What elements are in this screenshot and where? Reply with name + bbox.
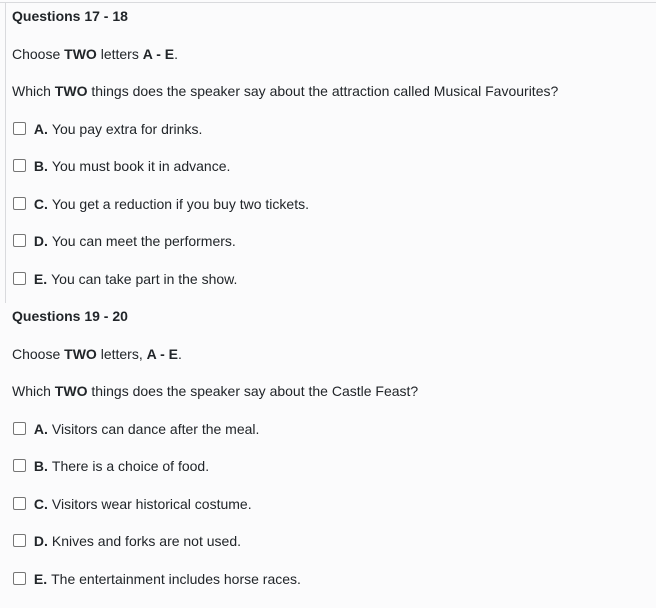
question-bold: TWO xyxy=(54,83,88,99)
option-checkbox-d[interactable] xyxy=(13,234,26,247)
option-row-b[interactable] xyxy=(12,156,646,177)
question-group-19-20 xyxy=(12,306,646,590)
option-text: Visitors wear historical costume. xyxy=(51,495,252,512)
question-text: Which xyxy=(12,383,55,399)
option-letter: A. xyxy=(33,420,48,437)
option-text: There is a choice of food. xyxy=(51,458,210,474)
question-text: Which xyxy=(12,83,55,99)
option-text: Knives and forks are not used. xyxy=(51,533,241,549)
instruction-text: letters, xyxy=(96,345,147,362)
option-letter: A. xyxy=(33,120,48,137)
option-checkbox-a[interactable] xyxy=(13,422,26,435)
group-heading: Questions 17 - 18 xyxy=(12,8,128,24)
questions-content xyxy=(6,3,656,606)
question-group-17-18 xyxy=(12,6,646,290)
option-text: You pay extra for drinks. xyxy=(51,120,203,137)
option-row-d[interactable] xyxy=(12,231,646,252)
option-letter: D. xyxy=(33,233,48,249)
option-row-a[interactable] xyxy=(12,419,646,440)
instruction-bold: A - E xyxy=(146,345,178,362)
option-row-e[interactable] xyxy=(12,269,646,290)
option-text: Visitors can dance after the meal. xyxy=(51,420,260,437)
option-text: You must book it in advance. xyxy=(51,158,231,174)
option-row-a[interactable] xyxy=(12,119,646,140)
instruction-bold: TWO xyxy=(64,345,97,362)
option-letter: B. xyxy=(33,158,48,174)
option-checkbox-d[interactable] xyxy=(13,534,26,547)
option-row-b[interactable] xyxy=(12,456,646,477)
option-checkbox-e[interactable] xyxy=(13,272,26,285)
option-checkbox-c[interactable] xyxy=(13,497,26,510)
option-letter: C. xyxy=(33,195,48,212)
instruction-bold: A - E xyxy=(142,45,175,62)
option-letter: B. xyxy=(33,458,48,474)
instruction-text: . xyxy=(177,345,182,362)
option-checkbox-a[interactable] xyxy=(13,122,26,135)
question-text: things does the speaker say about the Castle Feast? xyxy=(87,383,419,399)
instruction-text: . xyxy=(174,45,178,62)
question-bold: TWO xyxy=(54,383,88,399)
option-checkbox-b[interactable] xyxy=(13,159,26,172)
option-letter: D. xyxy=(33,533,48,549)
option-text: You can meet the performers. xyxy=(51,233,236,249)
group-instruction xyxy=(12,44,646,65)
option-row-c[interactable] xyxy=(12,494,646,515)
option-row-d[interactable] xyxy=(12,531,646,552)
instruction-bold: TWO xyxy=(64,45,97,62)
option-letter: E. xyxy=(33,570,48,587)
instruction-text: letters xyxy=(96,45,143,62)
group-heading: Questions 19 - 20 xyxy=(12,308,128,324)
option-row-e[interactable] xyxy=(12,569,646,590)
option-row-c[interactable] xyxy=(12,194,646,215)
option-checkbox-c[interactable] xyxy=(13,197,26,210)
option-text: The entertainment includes horse races. xyxy=(51,570,301,587)
option-text: You can take part in the show. xyxy=(51,270,238,287)
option-letter: C. xyxy=(33,495,48,512)
option-checkbox-b[interactable] xyxy=(13,459,26,472)
instruction-text: Choose xyxy=(12,345,65,362)
group-question xyxy=(12,381,646,402)
option-checkbox-e[interactable] xyxy=(13,572,26,585)
group-question xyxy=(12,81,646,102)
instruction-text: Choose xyxy=(12,45,65,62)
group-instruction xyxy=(12,344,646,365)
option-letter: E. xyxy=(33,270,48,287)
question-text: things does the speaker say about the attraction called Musical Favourites? xyxy=(87,83,559,99)
option-text: You get a reduction if you buy two tickets. xyxy=(51,195,309,212)
